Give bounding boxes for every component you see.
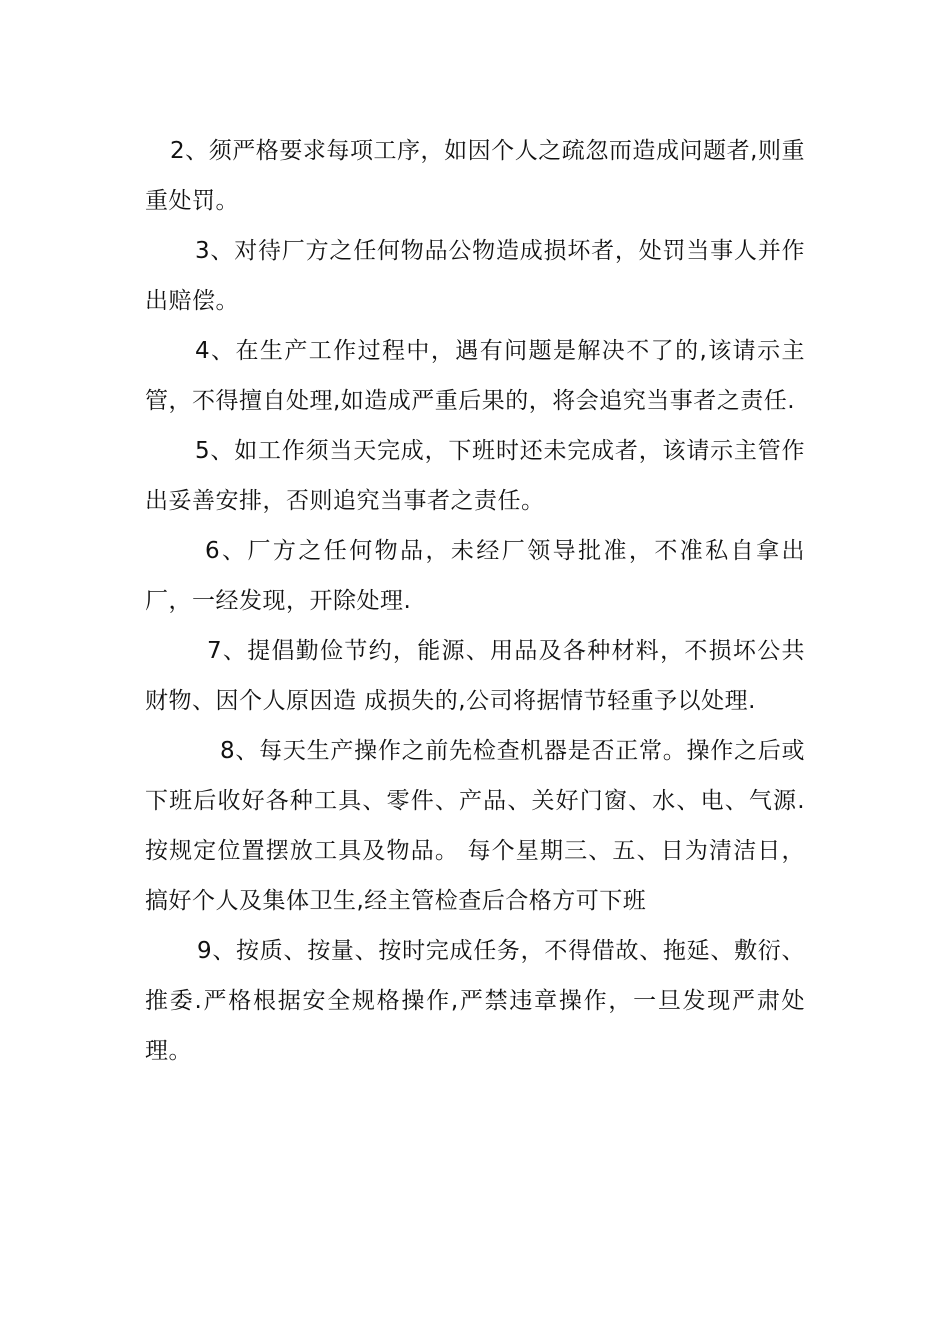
rule-paragraph-2: 2、须严格要求每项工序，如因个人之疏忽而造成问题者,则重重处罚。: [145, 138, 805, 214]
rule-paragraph-6: 6、厂方之任何物品，未经厂领导批准，不准私自拿出厂，一经发现，开除处理.: [145, 538, 805, 614]
rule-paragraph-5: 5、如工作须当天完成，下班时还未完成者，该请示主管作出妥善安排，否则追究当事者之责任。: [145, 438, 805, 514]
rule-paragraph-9: 9、按质、按量、按时完成任务，不得借故、拖延、敷衍、推委.严格根据安全规格操作,严禁违章操作，一旦发现严肃处理。: [145, 938, 805, 1064]
document-body: [145, 126, 805, 1076]
rule-paragraph-7: 7、提倡勤俭节约，能源、用品及各种材料，不损坏公共财物、因个人原因造 成损失的,公司将据情节轻重予以处理.: [145, 638, 805, 714]
rule-paragraph-3: 3、对待厂方之任何物品公物造成损坏者，处罚当事人并作出赔偿。: [145, 238, 805, 314]
rule-paragraph-4: 4、在生产工作过程中，遇有问题是解决不了的,该请示主管，不得擅自处理,如造成严重后果的，将会追究当事者之责任.: [145, 338, 805, 414]
rule-paragraph-8: 8、每天生产操作之前先检查机器是否正常。操作之后或下班后收好各种工具、零件、产品、关好门窗、水、电、气源.按规定位置摆放工具及物品。 每个星期三、五、日为清洁日，搞好个人及集体卫生,经主管检查后合格方可下班: [145, 738, 805, 914]
